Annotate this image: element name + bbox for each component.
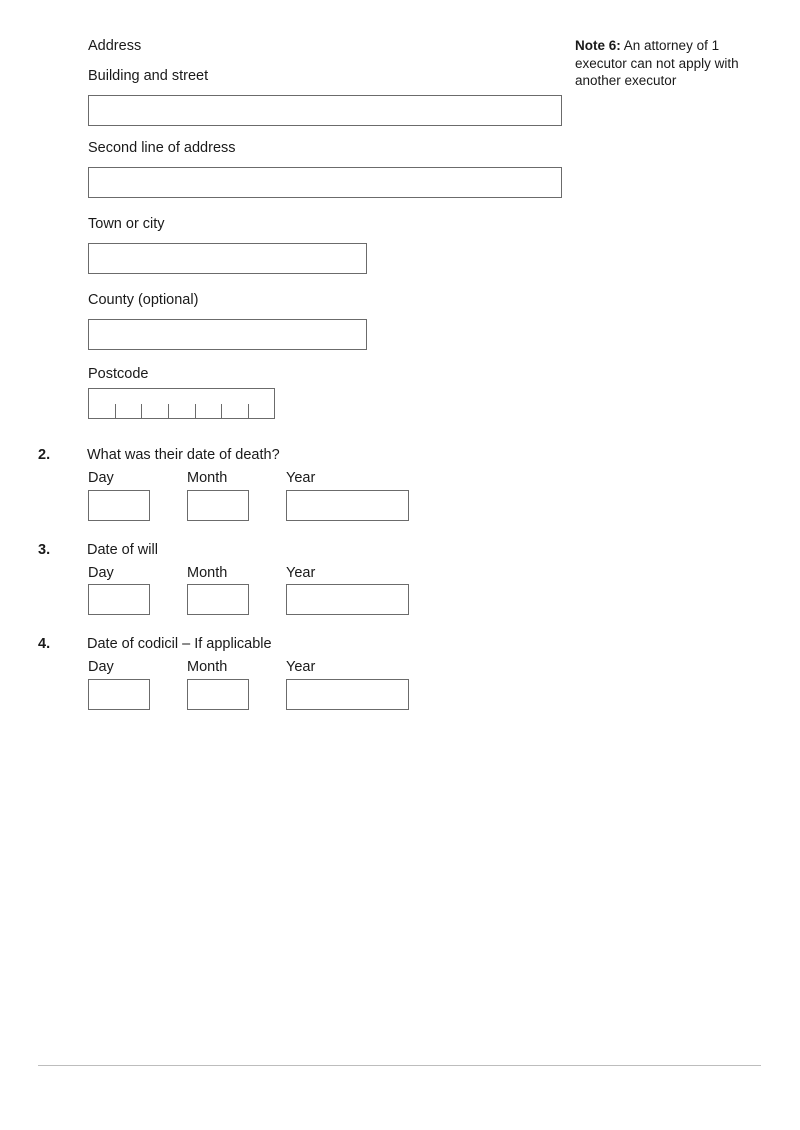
question-number: 4. — [38, 636, 51, 652]
building-street-input[interactable] — [88, 95, 562, 126]
death-day-input[interactable] — [88, 490, 150, 521]
month-label: Month — [187, 565, 228, 581]
year-label: Year — [286, 659, 316, 675]
postcode-divider — [248, 404, 249, 418]
question-date-of-will: Date of will — [87, 542, 158, 558]
codicil-year-input[interactable] — [286, 679, 409, 710]
will-month-input[interactable] — [187, 584, 249, 615]
second-line-input[interactable] — [88, 167, 562, 198]
year-label: Year — [286, 470, 316, 486]
month-label: Month — [187, 659, 228, 675]
second-line-label: Second line of address — [88, 140, 236, 156]
county-input[interactable] — [88, 319, 367, 350]
postcode-divider — [195, 404, 196, 418]
will-day-input[interactable] — [88, 584, 150, 615]
postcode-divider — [168, 404, 169, 418]
codicil-day-input[interactable] — [88, 679, 150, 710]
note-6 — [575, 37, 765, 90]
footer-divider — [38, 1065, 761, 1066]
note-title: Note 6: — [575, 38, 621, 53]
town-city-label: Town or city — [88, 216, 165, 232]
month-label: Month — [187, 470, 228, 486]
postcode-divider — [115, 404, 116, 418]
question-date-of-death: What was their date of death? — [87, 447, 280, 463]
death-year-input[interactable] — [286, 490, 409, 521]
building-street-label: Building and street — [88, 68, 209, 84]
day-label: Day — [88, 565, 114, 581]
year-label: Year — [286, 565, 316, 581]
will-year-input[interactable] — [286, 584, 409, 615]
question-number: 3. — [38, 542, 51, 558]
postcode-label: Postcode — [88, 366, 149, 382]
postcode-input[interactable] — [88, 388, 275, 419]
county-label: County (optional) — [88, 292, 199, 308]
postcode-divider — [221, 404, 222, 418]
day-label: Day — [88, 659, 114, 675]
postcode-divider — [141, 404, 142, 418]
question-date-of-codicil: Date of codicil – If applicable — [87, 636, 272, 652]
note-text: An attorney of 1 executor can not apply with another executor — [575, 38, 739, 88]
codicil-month-input[interactable] — [187, 679, 249, 710]
death-month-input[interactable] — [187, 490, 249, 521]
question-number: 2. — [38, 447, 51, 463]
day-label: Day — [88, 470, 114, 486]
address-heading: Address — [88, 38, 142, 54]
town-city-input[interactable] — [88, 243, 367, 274]
